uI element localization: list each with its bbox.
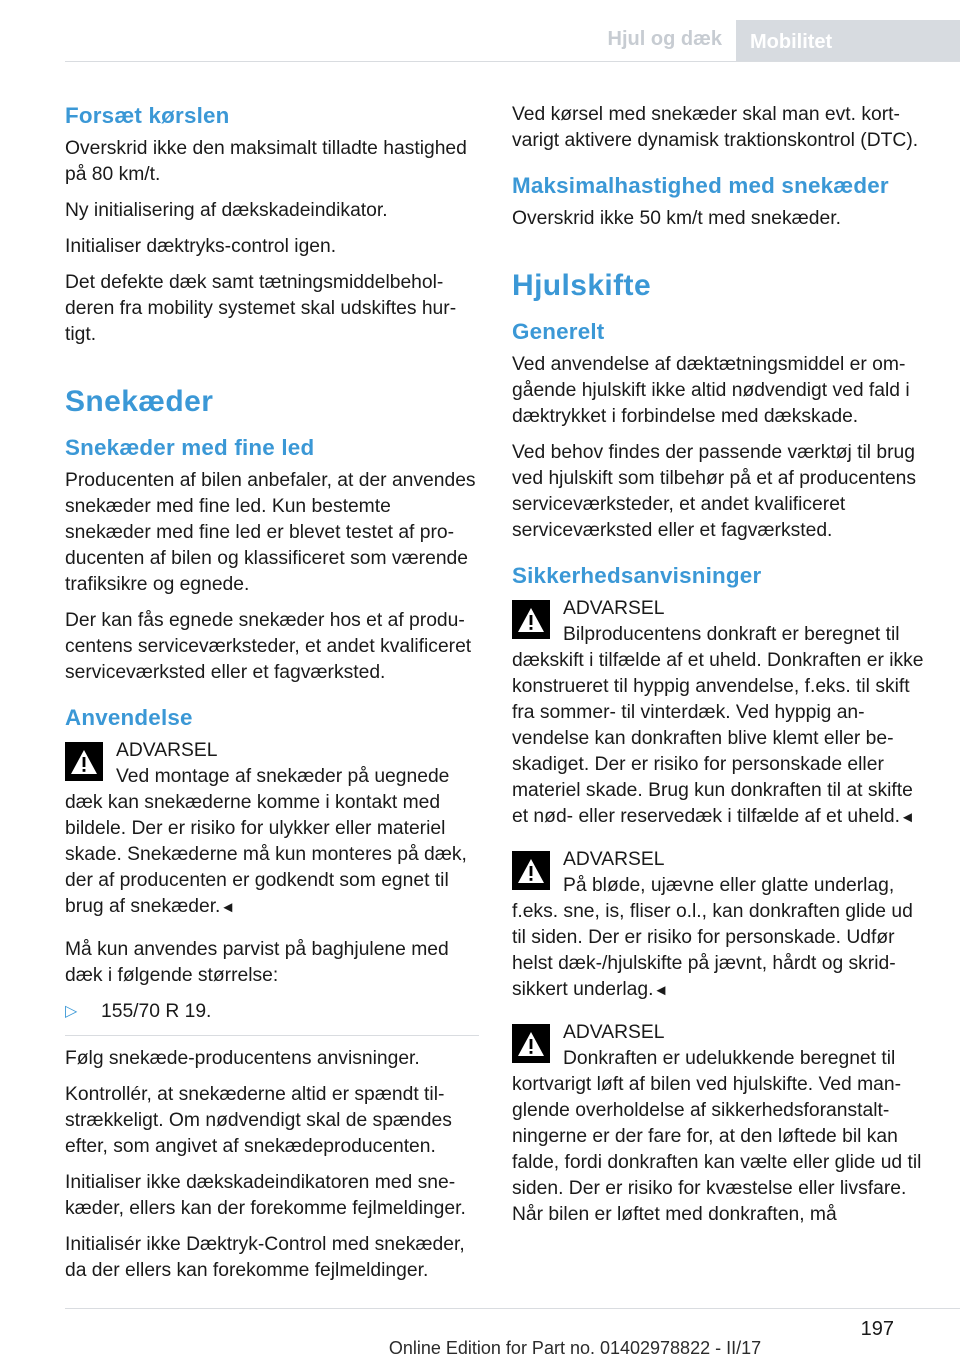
warning-icon bbox=[512, 1024, 550, 1063]
left-column bbox=[65, 102, 479, 1294]
warning-icon bbox=[512, 851, 550, 890]
warning-label: ADVARSEL bbox=[563, 598, 665, 619]
heading-usage: Anvendelse bbox=[65, 705, 193, 730]
page-number: 197 bbox=[860, 1318, 894, 1340]
warning-block bbox=[512, 596, 926, 831]
warning-label: ADVARSEL bbox=[563, 1022, 665, 1043]
list-item bbox=[65, 999, 479, 1025]
warning-label: ADVARSEL bbox=[116, 740, 218, 761]
heading-fine-link-chains: Snekæder med fine led bbox=[65, 435, 315, 460]
header-chapter-tab: Mobilitet bbox=[736, 20, 960, 62]
paragraph: Kontrollér, at snekæderne altid er spændt tilstrækkeligt. Om nødvendigt skal de spændes efter, som angivet af snekædeproducenten. bbox=[65, 1084, 452, 1157]
end-mark: ◄ bbox=[653, 982, 669, 999]
heading-snow-chains: Snekæder bbox=[65, 385, 214, 418]
list-divider bbox=[65, 1035, 479, 1036]
paragraph: Det defekte dæk samt tætningsmiddelbeholderen fra mobility systemet skal udskiftes hurtigt. bbox=[65, 272, 457, 345]
footer-edition-text: Online Edition for Part no. 01402978822 - II/17 bbox=[388, 1338, 762, 1358]
warning-text: Donkraften er udelukkende beregnet til kortvarigt løft af bilen ved hjulskifte. Ved manglende overholdelse af sikkerhedsforanstaltningerne er der fare for, at den løftede bil kan falde, fordi donkraften kan vælte eller glide ud til siden. Der er risiko for kvæstelse eller livsfare. Når bilen er løftet med donkraften, må bbox=[512, 1048, 922, 1225]
paragraph: Må kun anvendes parvist på baghjulene med dæk i følgende størrelse: bbox=[65, 939, 449, 986]
footer-divider bbox=[65, 1308, 960, 1309]
heading-safety-notes: Sikkerhedsanvisninger bbox=[512, 563, 762, 588]
paragraph: Der kan fås egnede snekæder hos et af producentens serviceværksteder, et andet kvalificeret serviceværksted eller et fagværksted. bbox=[65, 610, 472, 683]
heading-general: Generelt bbox=[512, 319, 605, 344]
header-section-title: Hjul og dæk bbox=[607, 28, 722, 50]
page-header bbox=[0, 0, 960, 62]
list-item-text: 155/70 R 19. bbox=[101, 1001, 212, 1022]
paragraph: Initialiser dæktryks-control igen. bbox=[65, 236, 337, 257]
warning-block bbox=[65, 738, 479, 921]
paragraph: Producenten af bilen anbefaler, at der anvendes snekæder med fine led. Kun bestemte snekæder med fine led er blevet testet af producenten af bilen og klassificeret som værende trafiksikre og egnede. bbox=[65, 470, 476, 595]
warning-text: På bløde, ujævne eller glatte underlag, f.eks. sne, is, fliser o.l., kan donkraften glide ud til siden. Der er risiko for personskade. Udfør helst dæk-/hjulskifte på jævnt, hårdt og skridsikkert underlag. bbox=[512, 875, 913, 1000]
end-mark: ◄ bbox=[220, 899, 236, 916]
paragraph: Initialiser ikke dækskadeindikatoren med snekæder, ellers kan der forekomme fejlmeldinger. bbox=[65, 1172, 466, 1219]
warning-text: Bilproducentens donkraft er beregnet til dækskift i tilfælde af et uheld. Donkraften er ikke konstrueret til hyppig anvendelse, f.eks. til skift fra sommer- til vinterdæk. Ved hyppig anvendelse kan donkraften blive klemt eller beskadiget. Der er risiko for personskade eller materiel skade. Brug kun donkraften til at skifte et nød- eller reservedæk i tilfælde af et uheld. bbox=[512, 624, 924, 827]
warning-text: Ved montage af snekæder på uegnede dæk kan snekæderne komme i kontakt med bildele. Der er risiko for ulykker eller materiel skade. Snekæderne må kun monteres på dæk, der af producenten er godkendt som egnet til brug af snekæder. bbox=[65, 766, 467, 917]
footer-edition bbox=[0, 1338, 960, 1359]
heading-wheel-change: Hjulskifte bbox=[512, 269, 652, 302]
paragraph: Ny initialisering af dækskadeindikator. bbox=[65, 200, 388, 221]
paragraph: Følg snekæde-producentens anvisninger. bbox=[65, 1048, 420, 1069]
header-divider bbox=[65, 61, 960, 62]
heading-max-speed: Maksimalhastighed med snekæder bbox=[512, 173, 889, 198]
warning-label: ADVARSEL bbox=[563, 849, 665, 870]
end-mark: ◄ bbox=[899, 809, 915, 826]
paragraph: Ved anvendelse af dæktætningsmiddel er omgående hjulskift ikke altid nødvendigt ved fald i dæktrykket i forbindelse med dækskade. bbox=[512, 354, 910, 427]
warning-block bbox=[512, 847, 926, 1004]
paragraph: Ved kørsel med snekæder skal man evt. kortvarigt aktivere dynamisk traktionskontrol (DTC). bbox=[512, 104, 919, 151]
paragraph: Ved behov findes der passende værktøj til brug ved hjulskift som tilbehør på et af producentens serviceværksteder, et andet kvalificeret serviceværksted eller et fagværksted. bbox=[512, 442, 917, 541]
bullet-icon: ▷ bbox=[65, 1003, 78, 1020]
paragraph: Overskrid ikke 50 km/t med snekæder. bbox=[512, 208, 841, 229]
right-column bbox=[512, 102, 926, 1244]
warning-icon bbox=[65, 742, 103, 781]
paragraph: Initialisér ikke Dæktryk-Control med snekæder, da der ellers kan forekomme fejlmeldinger. bbox=[65, 1234, 465, 1281]
warning-block bbox=[512, 1020, 926, 1228]
paragraph: Overskrid ikke den maksimalt tilladte hastighed på 80 km/t. bbox=[65, 138, 467, 185]
heading-continue-driving: Forsæt kørslen bbox=[65, 103, 230, 128]
warning-icon bbox=[512, 600, 550, 639]
